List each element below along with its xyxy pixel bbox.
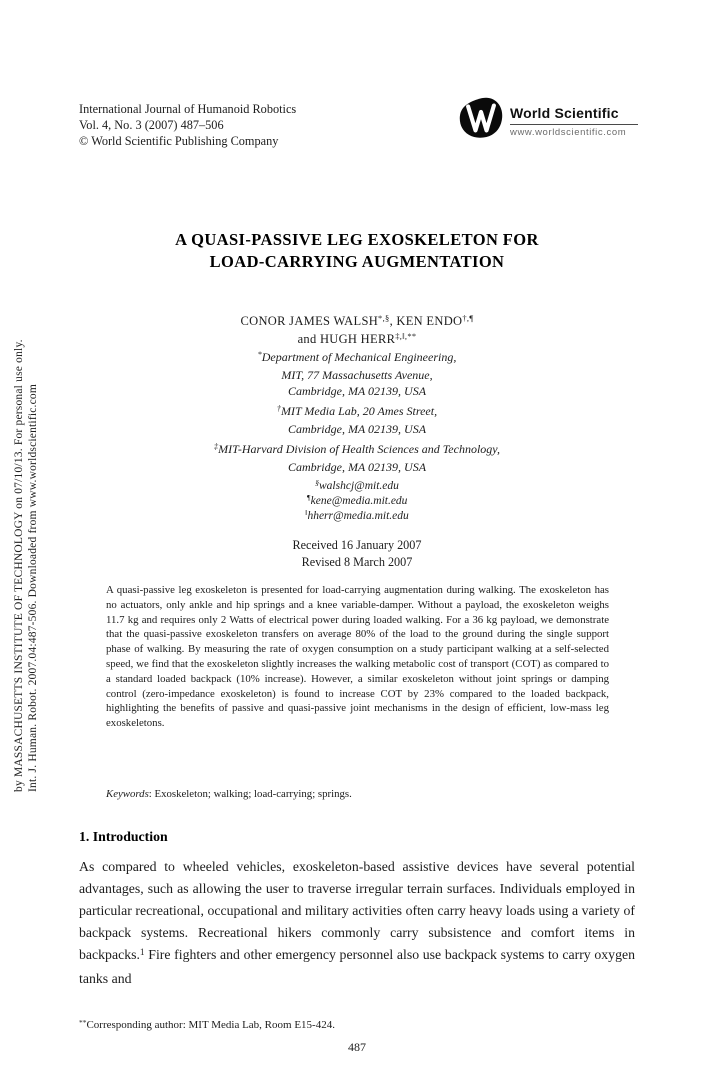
author-1: CONOR JAMES WALSH (240, 314, 379, 328)
received-date: Received 16 January 2007 (292, 538, 422, 552)
email-2-address: kene@media.mit.edu (310, 495, 408, 507)
email-3 (79, 509, 635, 524)
email-2-mark: ¶ (306, 493, 311, 503)
citation-1: 1 (139, 947, 145, 958)
author-separator: , (389, 314, 397, 328)
email-2 (79, 494, 635, 509)
introduction-text-2: Fire fighters and other emergency personnel also use backpack systems to carry oxygen tanks and (79, 947, 635, 986)
affiliation-2-dept: MIT Media Lab, 20 Ames Street, (280, 404, 438, 418)
introduction-text-1: As compared to wheeled vehicles, exoskeleton-based assistive devices have several potential advantages, such as allowing the user to traverse irregular terrain surfaces. Individuals employed in particular recreational, occupational and military activities often carry heavy loads using a variety of backpack systems. Recreational hikers commonly carry subsistence and comfort items in backpacks. (79, 859, 635, 962)
sidebar-download-notice-line-1: Int. J. Human. Robot. 2007.04:487-506. Downloaded from www.worldscientific.com (27, 383, 39, 792)
affiliation-2-line-2: Cambridge, MA 02139, USA (287, 422, 427, 436)
paper-title-line-2: LOAD-CARRYING AUGMENTATION (209, 252, 505, 271)
keywords-label: Keywords (106, 788, 149, 800)
publisher-logo (458, 96, 638, 144)
authors-line-1 (79, 313, 635, 331)
affiliation-3-mark: ‡ (214, 442, 219, 452)
logo-divider (510, 124, 638, 125)
email-1-mark: § (315, 478, 319, 488)
section-1-heading: 1. Introduction (79, 829, 168, 844)
affiliation-2-line-1 (79, 403, 635, 421)
affiliation-1-dept: Department of Mechanical Engineering, (261, 350, 457, 364)
authors (79, 313, 635, 349)
introduction-paragraph (79, 856, 635, 990)
author-2-marks: †,¶ (462, 313, 474, 324)
authors-conjunction: and (297, 332, 320, 346)
keywords (106, 788, 609, 800)
affiliation-2-mark: † (276, 404, 281, 414)
sidebar-download-notice-line-2: by MASSACHUSETTS INSTITUTE OF TECHNOLOGY on 07/10/13. For personal use only. (13, 339, 25, 792)
email-1 (79, 479, 635, 494)
corresponding-author-footnote (79, 1019, 635, 1031)
publisher-logo-text (510, 96, 638, 138)
footnote-marker: ** (79, 1017, 87, 1027)
footnote-text: Corresponding author: MIT Media Lab, Room E15-424. (86, 1019, 335, 1031)
affiliations (79, 349, 635, 524)
affiliation-3 (79, 441, 635, 475)
authors-line-2 (79, 331, 635, 349)
affiliation-3-line-2: Cambridge, MA 02139, USA (287, 460, 427, 474)
journal-info (79, 101, 296, 149)
journal-name: International Journal of Humanoid Robotics (79, 102, 297, 116)
affiliation-1-line-3: Cambridge, MA 02139, USA (287, 384, 427, 398)
world-scientific-logo-icon (458, 96, 504, 144)
email-3-mark: ‖ (305, 508, 308, 518)
journal-issue: Vol. 4, No. 3 (2007) 487–506 (79, 118, 224, 132)
affiliation-1 (79, 349, 635, 399)
abstract: A quasi-passive leg exoskeleton is presented for load-carrying augmentation during walking. The exoskeleton has no actuators, only ankle and hip springs and a knee variable-damper. Without a payload, the exoskeleton weighs 11.7 kg and requires only 2 Watts of electrical power during loaded walking. For a 36 kg payload, we demonstrate that the quasi-passive exoskeleton transfers on average 80% of the load to the ground during the single support phase of walking. By measuring the rate of oxygen consumption on a study participant walking at a self-selected speed, we find that the exoskeleton slightly increases the walking metabolic cost of transport (COT) as compared to a standard loaded backpack (10% increase). However, a similar exoskeleton without joint springs or damping control (zero-impedance exoskeleton) is found to increase COT by 23% compared to the loaded backpack, highlighting the benefits of passive and quasi-passive joint mechanisms in the design of efficient, low-mass leg exoskeletons. (106, 584, 609, 730)
author-3-marks: ‡,‖,** (395, 331, 417, 342)
publisher-website: www.worldscientific.com (510, 127, 627, 138)
paper-title-line-1: A QUASI-PASSIVE LEG EXOSKELETON FOR (175, 230, 539, 249)
author-3: HUGH HERR (319, 332, 396, 346)
affiliation-3-line-1 (79, 441, 635, 459)
revised-date: Revised 8 March 2007 (301, 555, 413, 569)
author-emails (79, 479, 635, 524)
submission-dates (79, 537, 635, 571)
affiliation-3-dept: MIT-Harvard Division of Health Sciences and Technology, (218, 442, 500, 456)
email-3-address: hherr@media.mit.edu (307, 510, 409, 522)
email-1-address: walshcj@mit.edu (319, 480, 399, 492)
page-number: 487 (348, 1040, 366, 1054)
paper-title (79, 229, 635, 273)
affiliation-1-mark: * (257, 350, 262, 360)
affiliation-1-line-2: MIT, 77 Massachusetts Avenue, (281, 368, 433, 382)
affiliation-1-line-1 (79, 349, 635, 367)
journal-copyright: © World Scientific Publishing Company (79, 134, 279, 148)
author-2: KEN ENDO (396, 314, 463, 328)
keywords-text: : Exoskeleton; walking; load-carrying; springs. (148, 788, 352, 800)
affiliation-2 (79, 403, 635, 437)
publisher-name: World Scientific (510, 105, 619, 121)
author-1-marks: *,§ (378, 313, 390, 324)
